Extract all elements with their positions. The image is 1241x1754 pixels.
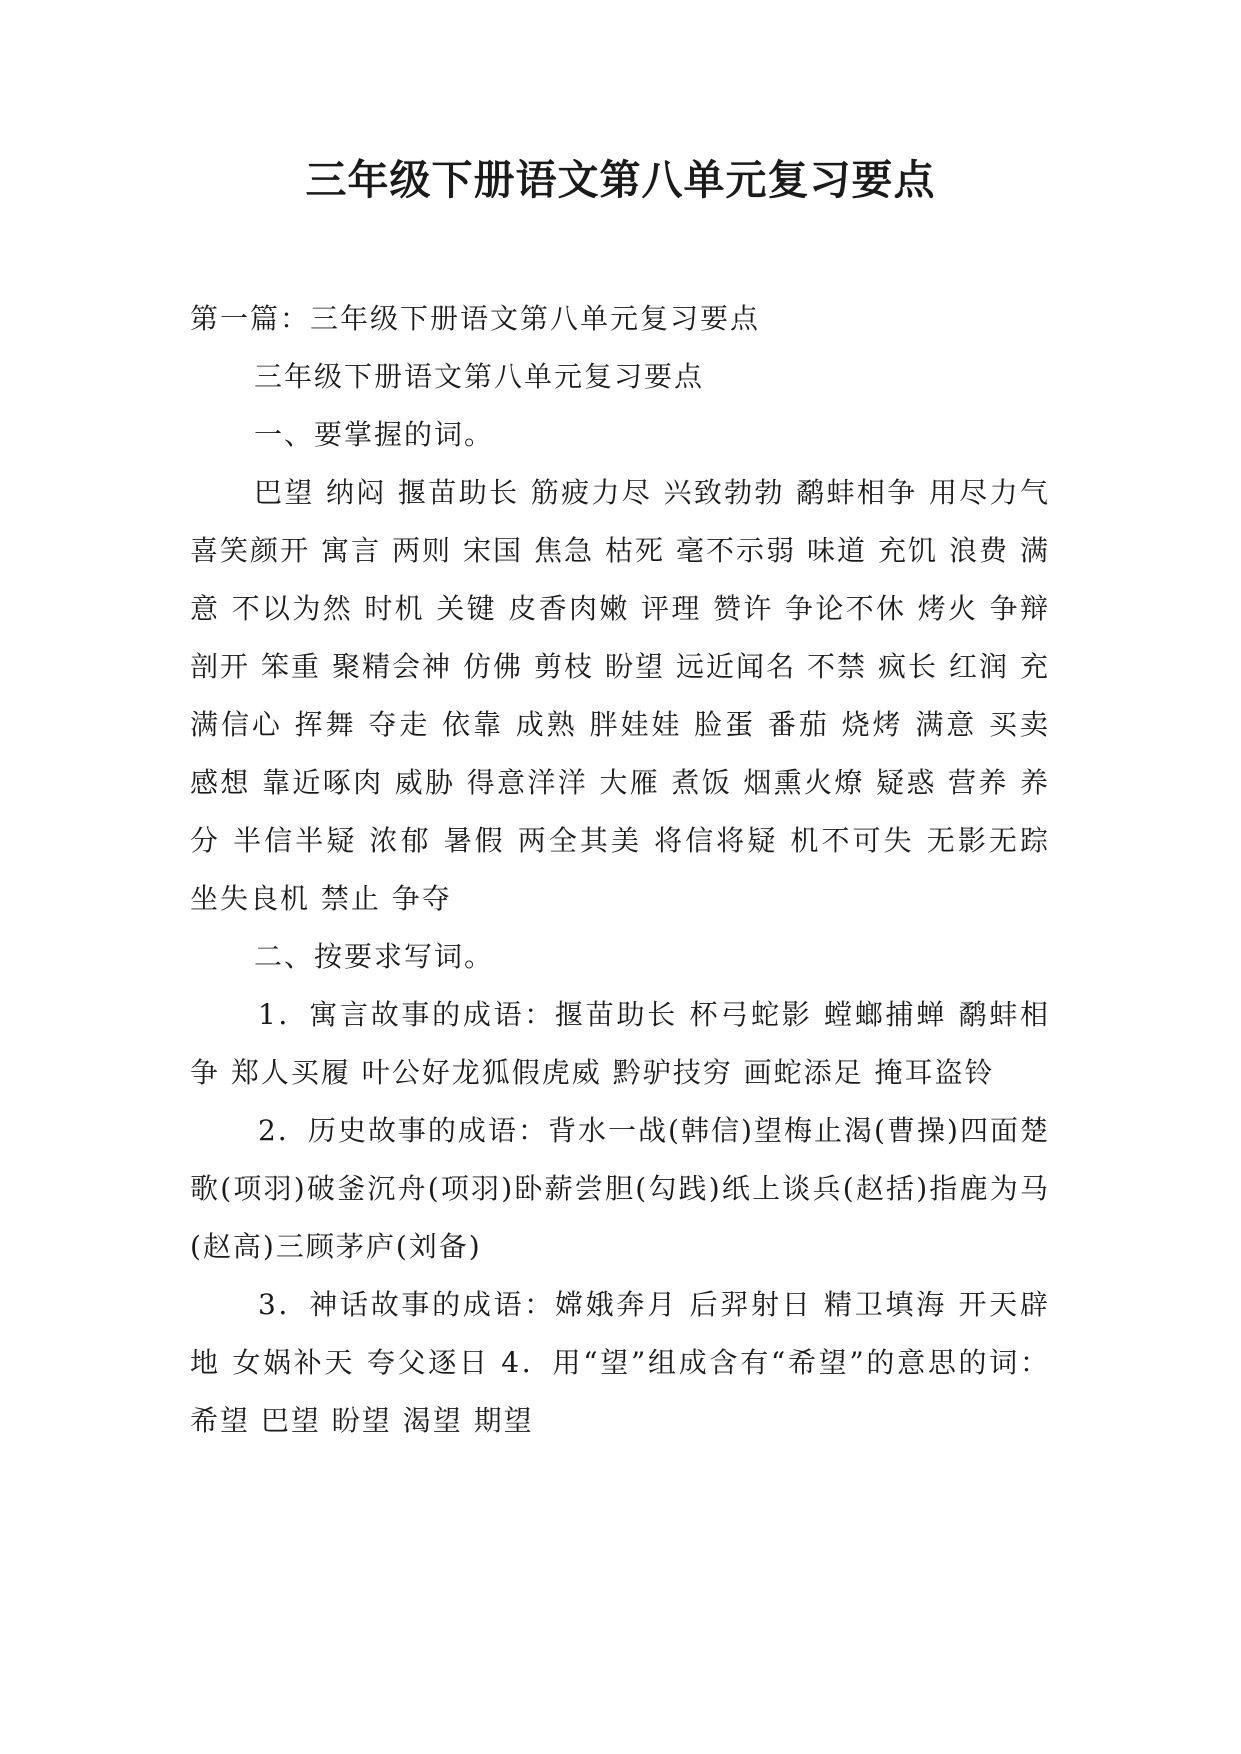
section-heading: 第一篇：三年级下册语文第八单元复习要点 (190, 302, 761, 335)
history-idioms-paragraph: 2．历史故事的成语：背水一战(韩信)望梅止渴(曹操)四面楚歌(项羽)破釜沉舟(项羽)卧薪尝胆(勾践)纸上谈兵(赵括)指鹿为马(赵高)三顾茅庐(刘备) (190, 1114, 1050, 1263)
myth-idioms-paragraph: 3．神话故事的成语：嫦娥奔月 后羿射日 精卫填海 开天辟地 女娲补天 夸父逐日 4．用“望”组成含有“希望”的意思的词：希望 巴望 盼望 渴望 期望 (190, 1288, 1050, 1437)
document-title: 三年级下册语文第八单元复习要点 (305, 156, 936, 204)
vocabulary-list: 巴望 纳闷 揠苗助长 筋疲力尽 兴致勃勃 鹬蚌相争 用尽力气 喜笑颜开 寓言 两则 宋国 焦急 枯死 毫不示弱 味道 充饥 浪费 满意 不以为然 时机 关键 皮香肉嫩 评理 赞许 争论不休 烤火 争辩 剖开 笨重 聚精会神 仿佛 剪枝 盼望 远近闻名 不禁 疯长 红润 充满信心 挥舞 夺走 依靠 成熟 胖娃娃 脸蛋 番茄 烧烤 满意 买卖 感想 靠近啄肉 威胁 得意洋洋 大雁 煮饭 烟熏火燎 疑惑 营养 养分 半信半疑 浓郁 暑假 两全其美 将信将疑 机不可失 无影无踪 坐失良机 禁止 争夺 (190, 476, 1050, 915)
fable-idioms-paragraph: 1．寓言故事的成语：揠苗助长 杯弓蛇影 螳螂捕蝉 鹬蚌相争 郑人买履 叶公好龙狐假虎威 黔驴技穷 画蛇添足 掩耳盗铃 (190, 998, 1050, 1089)
part-one-heading: 一、要掌握的词。 (254, 418, 495, 451)
subtitle-paragraph: 三年级下册语文第八单元复习要点 (254, 360, 705, 393)
part-two-heading: 二、按要求写词。 (254, 940, 495, 973)
document-body (190, 290, 1050, 1450)
